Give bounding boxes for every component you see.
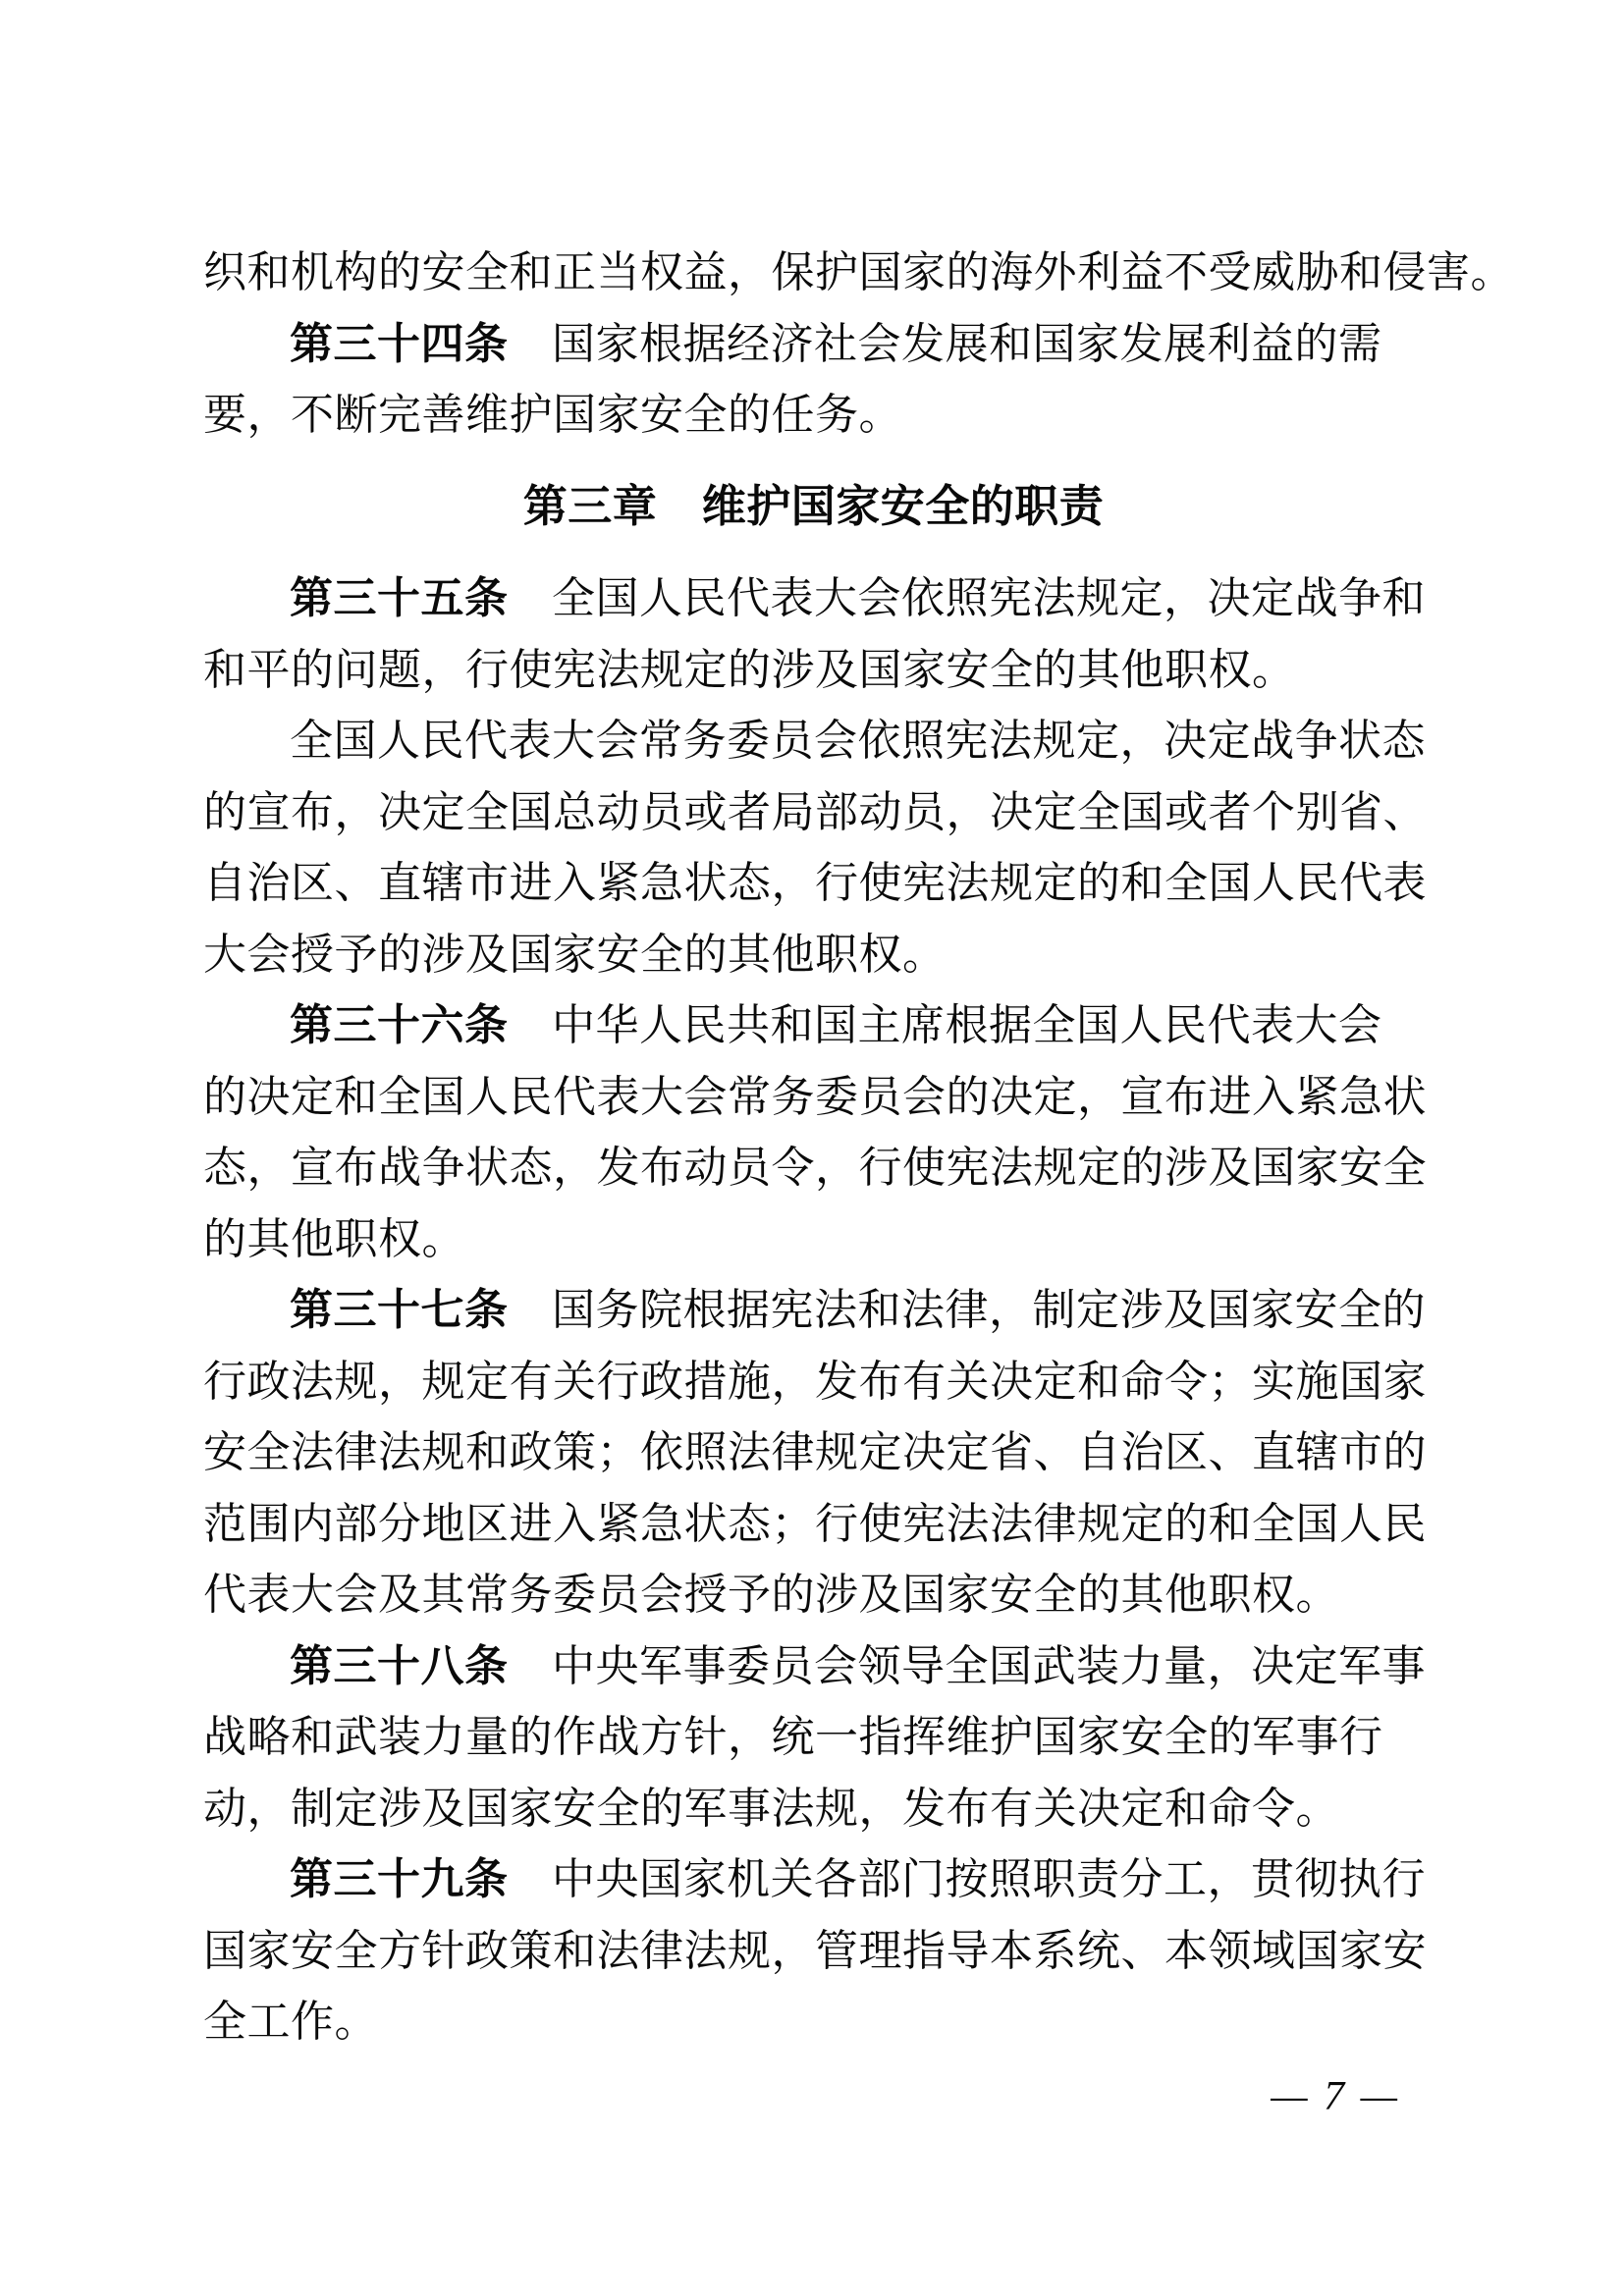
chapter-heading: 第三章 维护国家安全的职责 xyxy=(522,480,1105,531)
article-number: 第三十八条 xyxy=(290,1641,509,1690)
line-text: 国家根据经济社会发展和国家发展利益的需 xyxy=(508,319,1382,368)
line-text: 中央军事委员会领导全国武装力量，决定军事 xyxy=(508,1641,1426,1690)
text-line xyxy=(203,309,1424,381)
line-text: 的其他职权。 xyxy=(203,1214,465,1263)
text-line xyxy=(203,1631,1424,1703)
line-text: 态，宣布战争状态，发布动员令，行使宪法规定的涉及国家安全 xyxy=(203,1144,1427,1192)
line-text: 动，制定涉及国家安全的军事法规，发布有关决定和命令。 xyxy=(203,1784,1339,1833)
text-line xyxy=(203,848,1427,920)
text-line xyxy=(203,1560,1424,1631)
line-text: 中央国家机关各部门按照职责分工，贯彻执行 xyxy=(508,1855,1426,1903)
text-line xyxy=(203,1062,1427,1134)
text-line xyxy=(203,1844,1424,1916)
line-text: 安全法律法规和政策；依照法律规定决定省、自治区、直辖市的 xyxy=(203,1428,1427,1476)
line-text: 战略和武装力量的作战方针，统一指挥维护国家安全的军事行 xyxy=(203,1713,1383,1761)
text-line xyxy=(203,1489,1427,1561)
line-text: 全工作。 xyxy=(203,1998,378,2046)
line-text: 国家安全方针政策和法律法规，管理指导本系统、本领域国家安 xyxy=(203,1926,1427,1975)
article-number: 第三十四条 xyxy=(290,319,509,368)
text-line xyxy=(203,238,1514,309)
text-line xyxy=(203,1133,1427,1204)
text-line xyxy=(203,563,1424,635)
text-line xyxy=(203,1347,1427,1418)
text-line xyxy=(203,777,1427,849)
text-line xyxy=(203,1774,1424,1845)
text-line xyxy=(203,1204,1424,1276)
text-line xyxy=(203,990,1424,1062)
article-number: 第三十七条 xyxy=(290,1286,509,1334)
text-line xyxy=(203,1916,1427,1988)
line-text: 全国人民代表大会依照宪法规定，决定战争和 xyxy=(508,574,1426,622)
text-line xyxy=(203,635,1424,707)
line-text: 范围内部分地区进入紧急状态；行使宪法法律规定的和全国人民 xyxy=(203,1499,1427,1548)
text-line xyxy=(203,920,1424,991)
line-text: 中华人民共和国主席根据全国人民代表大会 xyxy=(508,1001,1382,1049)
line-text: 织和机构的安全和正当权益，保护国家的海外利益不受威胁和侵害。 xyxy=(203,248,1514,296)
text-line xyxy=(203,1275,1424,1347)
text-line xyxy=(203,1987,1424,2058)
line-text: 国务院根据宪法和法律，制定涉及国家安全的 xyxy=(508,1286,1426,1334)
line-text: 代表大会及其常务委员会授予的涉及国家安全的其他职权。 xyxy=(203,1571,1339,1619)
article-number: 第三十六条 xyxy=(290,1001,509,1049)
line-text: 和平的问题，行使宪法规定的涉及国家安全的其他职权。 xyxy=(203,645,1296,694)
line-text: 自治区、直辖市进入紧急状态，行使宪法规定的和全国人民代表 xyxy=(203,859,1427,907)
line-text: 行政法规，规定有关行政措施，发布有关决定和命令；实施国家 xyxy=(203,1357,1427,1406)
text-line xyxy=(203,380,1424,452)
page-number: — 7 — xyxy=(1271,2074,1400,2119)
text-block xyxy=(203,238,1514,2058)
article-number: 第三十五条 xyxy=(290,574,509,622)
line-text: 的宣布，决定全国总动员或者局部动员，决定全国或者个别省、 xyxy=(203,787,1427,836)
line-text: 全国人民代表大会常务委员会依照宪法规定，决定战争状态 xyxy=(290,717,1426,765)
line-text: 的决定和全国人民代表大会常务委员会的决定，宣布进入紧急状 xyxy=(203,1072,1427,1121)
text-line xyxy=(203,1702,1424,1774)
article-number: 第三十九条 xyxy=(290,1855,509,1903)
text-line xyxy=(203,706,1424,777)
text-line xyxy=(203,1417,1427,1489)
line-text: 大会授予的涉及国家安全的其他职权。 xyxy=(203,930,947,979)
line-text: 要，不断完善维护国家安全的任务。 xyxy=(203,391,902,439)
